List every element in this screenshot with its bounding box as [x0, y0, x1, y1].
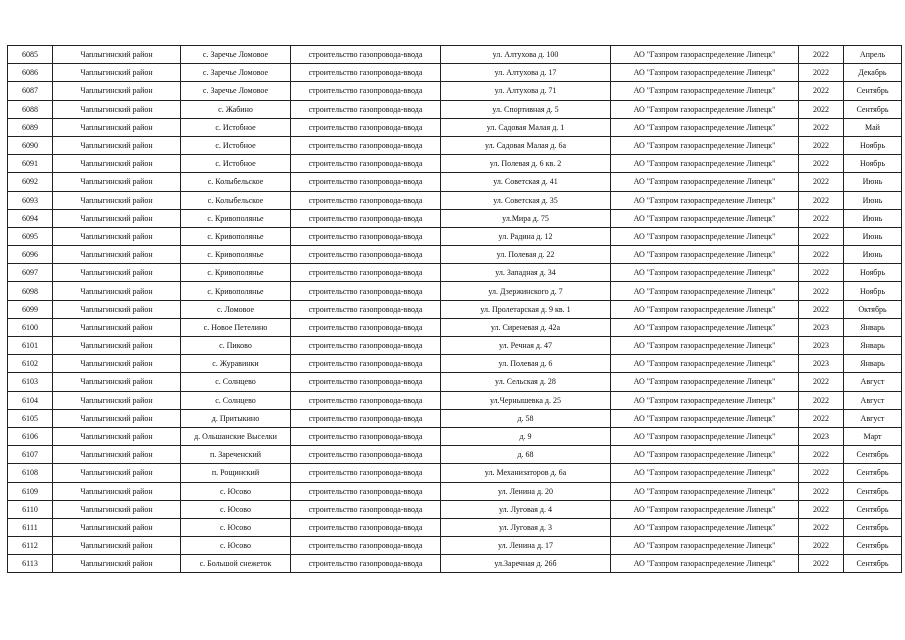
locality-cell: п. Рощинский: [181, 464, 291, 482]
row-number-cell: 6093: [8, 191, 53, 209]
table-row: [8, 264, 902, 282]
table-row: [8, 282, 902, 300]
address-cell: ул. Сельская д. 28: [441, 373, 611, 391]
year-cell: 2023: [799, 337, 844, 355]
table-row: [8, 46, 902, 64]
table-row: [8, 64, 902, 82]
district-cell: Чаплыгинский район: [53, 318, 181, 336]
row-number-cell: 6112: [8, 537, 53, 555]
row-number-cell: 6087: [8, 82, 53, 100]
organization-cell: АО "Газпром газораспределение Липецк": [611, 518, 799, 536]
work-type-cell: строительство газопровода-ввода: [291, 500, 441, 518]
month-cell: Июнь: [844, 173, 902, 191]
district-cell: Чаплыгинский район: [53, 446, 181, 464]
work-type-cell: строительство газопровода-ввода: [291, 446, 441, 464]
row-number-cell: 6096: [8, 246, 53, 264]
year-cell: 2022: [799, 500, 844, 518]
year-cell: 2022: [799, 555, 844, 573]
organization-cell: АО "Газпром газораспределение Липецк": [611, 155, 799, 173]
organization-cell: АО "Газпром газораспределение Липецк": [611, 446, 799, 464]
organization-cell: АО "Газпром газораспределение Липецк": [611, 173, 799, 191]
work-type-cell: строительство газопровода-ввода: [291, 464, 441, 482]
work-type-cell: строительство газопровода-ввода: [291, 246, 441, 264]
locality-cell: с. Кривополянье: [181, 209, 291, 227]
district-cell: Чаплыгинский район: [53, 191, 181, 209]
work-type-cell: строительство газопровода-ввода: [291, 227, 441, 245]
month-cell: Сентябрь: [844, 446, 902, 464]
work-type-cell: строительство газопровода-ввода: [291, 64, 441, 82]
address-cell: ул. Алтухова д. 100: [441, 46, 611, 64]
row-number-cell: 6088: [8, 100, 53, 118]
locality-cell: с. Ломовое: [181, 300, 291, 318]
row-number-cell: 6107: [8, 446, 53, 464]
locality-cell: с. Юсово: [181, 482, 291, 500]
organization-cell: АО "Газпром газораспределение Липецк": [611, 191, 799, 209]
table-row: [8, 300, 902, 318]
organization-cell: АО "Газпром газораспределение Липецк": [611, 82, 799, 100]
month-cell: Январь: [844, 337, 902, 355]
row-number-cell: 6090: [8, 136, 53, 154]
month-cell: Декабрь: [844, 64, 902, 82]
district-cell: Чаплыгинский район: [53, 337, 181, 355]
organization-cell: АО "Газпром газораспределение Липецк": [611, 227, 799, 245]
year-cell: 2022: [799, 300, 844, 318]
year-cell: 2022: [799, 46, 844, 64]
year-cell: 2022: [799, 282, 844, 300]
organization-cell: АО "Газпром газораспределение Липецк": [611, 136, 799, 154]
work-type-cell: строительство газопровода-ввода: [291, 391, 441, 409]
row-number-cell: 6101: [8, 337, 53, 355]
year-cell: 2022: [799, 136, 844, 154]
year-cell: 2022: [799, 209, 844, 227]
table-row: [8, 318, 902, 336]
year-cell: 2022: [799, 100, 844, 118]
table-row: [8, 173, 902, 191]
work-type-cell: строительство газопровода-ввода: [291, 191, 441, 209]
gas-connection-table: [7, 45, 902, 573]
address-cell: ул. Пролетарская д. 9 кв. 1: [441, 300, 611, 318]
row-number-cell: 6091: [8, 155, 53, 173]
district-cell: Чаплыгинский район: [53, 118, 181, 136]
locality-cell: с. Солнцево: [181, 391, 291, 409]
year-cell: 2022: [799, 227, 844, 245]
district-cell: Чаплыгинский район: [53, 391, 181, 409]
month-cell: Ноябрь: [844, 155, 902, 173]
address-cell: ул. Дзержинского д. 7: [441, 282, 611, 300]
work-type-cell: строительство газопровода-ввода: [291, 173, 441, 191]
work-type-cell: строительство газопровода-ввода: [291, 282, 441, 300]
locality-cell: с. Заречье Ломовое: [181, 82, 291, 100]
table-row: [8, 555, 902, 573]
row-number-cell: 6100: [8, 318, 53, 336]
district-cell: Чаплыгинский район: [53, 464, 181, 482]
table-row: [8, 518, 902, 536]
address-cell: ул. Полевая д. 6: [441, 355, 611, 373]
address-cell: ул. Западная д. 34: [441, 264, 611, 282]
month-cell: Июнь: [844, 209, 902, 227]
district-cell: Чаплыгинский район: [53, 246, 181, 264]
locality-cell: с. Истобное: [181, 118, 291, 136]
address-cell: ул. Речная д. 47: [441, 337, 611, 355]
address-cell: ул. Радина д. 12: [441, 227, 611, 245]
year-cell: 2022: [799, 264, 844, 282]
table-row: [8, 136, 902, 154]
address-cell: ул. Ленина д. 17: [441, 537, 611, 555]
table-row: [8, 464, 902, 482]
district-cell: Чаплыгинский район: [53, 209, 181, 227]
work-type-cell: строительство газопровода-ввода: [291, 518, 441, 536]
work-type-cell: строительство газопровода-ввода: [291, 118, 441, 136]
table-row: [8, 355, 902, 373]
work-type-cell: строительство газопровода-ввода: [291, 155, 441, 173]
district-cell: Чаплыгинский район: [53, 46, 181, 64]
month-cell: Март: [844, 427, 902, 445]
table-row: [8, 409, 902, 427]
year-cell: 2023: [799, 318, 844, 336]
organization-cell: АО "Газпром газораспределение Липецк": [611, 46, 799, 64]
address-cell: ул. Садовая Малая д. 6а: [441, 136, 611, 154]
table-row: [8, 155, 902, 173]
locality-cell: с. Заречье Ломовое: [181, 46, 291, 64]
district-cell: Чаплыгинский район: [53, 537, 181, 555]
organization-cell: АО "Газпром газораспределение Липецк": [611, 118, 799, 136]
address-cell: ул. Советская д. 35: [441, 191, 611, 209]
locality-cell: д. Притыкино: [181, 409, 291, 427]
district-cell: Чаплыгинский район: [53, 482, 181, 500]
table-row: [8, 118, 902, 136]
organization-cell: АО "Газпром газораспределение Липецк": [611, 409, 799, 427]
row-number-cell: 6113: [8, 555, 53, 573]
month-cell: Сентябрь: [844, 518, 902, 536]
work-type-cell: строительство газопровода-ввода: [291, 355, 441, 373]
month-cell: Август: [844, 373, 902, 391]
table-row: [8, 191, 902, 209]
address-cell: д. 68: [441, 446, 611, 464]
locality-cell: с. Кривополянье: [181, 227, 291, 245]
month-cell: Июнь: [844, 227, 902, 245]
month-cell: Июнь: [844, 246, 902, 264]
table-row: [8, 373, 902, 391]
row-number-cell: 6108: [8, 464, 53, 482]
organization-cell: АО "Газпром газораспределение Липецк": [611, 555, 799, 573]
organization-cell: АО "Газпром газораспределение Липецк": [611, 264, 799, 282]
row-number-cell: 6095: [8, 227, 53, 245]
row-number-cell: 6106: [8, 427, 53, 445]
address-cell: ул. Луговая д. 3: [441, 518, 611, 536]
district-cell: Чаплыгинский район: [53, 282, 181, 300]
table-row: [8, 446, 902, 464]
table-row: [8, 209, 902, 227]
organization-cell: АО "Газпром газораспределение Липецк": [611, 537, 799, 555]
organization-cell: АО "Газпром газораспределение Липецк": [611, 427, 799, 445]
month-cell: Октябрь: [844, 300, 902, 318]
row-number-cell: 6089: [8, 118, 53, 136]
address-cell: ул. Сиреневая д. 42а: [441, 318, 611, 336]
table-row: [8, 537, 902, 555]
organization-cell: АО "Газпром газораспределение Липецк": [611, 100, 799, 118]
organization-cell: АО "Газпром газораспределение Липецк": [611, 64, 799, 82]
organization-cell: АО "Газпром газораспределение Липецк": [611, 318, 799, 336]
address-cell: ул. Механизаторов д. 6а: [441, 464, 611, 482]
year-cell: 2022: [799, 464, 844, 482]
district-cell: Чаплыгинский район: [53, 155, 181, 173]
work-type-cell: строительство газопровода-ввода: [291, 409, 441, 427]
work-type-cell: строительство газопровода-ввода: [291, 264, 441, 282]
organization-cell: АО "Газпром газораспределение Липецк": [611, 282, 799, 300]
work-type-cell: строительство газопровода-ввода: [291, 136, 441, 154]
month-cell: Июнь: [844, 191, 902, 209]
address-cell: ул. Полевая д. 22: [441, 246, 611, 264]
address-cell: ул. Луговая д. 4: [441, 500, 611, 518]
row-number-cell: 6099: [8, 300, 53, 318]
locality-cell: с. Юсово: [181, 500, 291, 518]
district-cell: Чаплыгинский район: [53, 518, 181, 536]
district-cell: Чаплыгинский район: [53, 427, 181, 445]
address-cell: ул. Алтухова д. 17: [441, 64, 611, 82]
work-type-cell: строительство газопровода-ввода: [291, 82, 441, 100]
organization-cell: АО "Газпром газораспределение Липецк": [611, 464, 799, 482]
district-cell: Чаплыгинский район: [53, 82, 181, 100]
row-number-cell: 6094: [8, 209, 53, 227]
organization-cell: АО "Газпром газораспределение Липецк": [611, 355, 799, 373]
year-cell: 2022: [799, 173, 844, 191]
month-cell: Сентябрь: [844, 482, 902, 500]
month-cell: Сентябрь: [844, 537, 902, 555]
row-number-cell: 6085: [8, 46, 53, 64]
document-page: [7, 45, 889, 573]
year-cell: 2023: [799, 355, 844, 373]
district-cell: Чаплыгинский район: [53, 409, 181, 427]
district-cell: Чаплыгинский район: [53, 300, 181, 318]
table-row: [8, 246, 902, 264]
month-cell: Август: [844, 391, 902, 409]
table-row: [8, 82, 902, 100]
table-row: [8, 337, 902, 355]
work-type-cell: строительство газопровода-ввода: [291, 482, 441, 500]
year-cell: 2022: [799, 446, 844, 464]
month-cell: Ноябрь: [844, 136, 902, 154]
locality-cell: с. Кривополянье: [181, 282, 291, 300]
month-cell: Ноябрь: [844, 264, 902, 282]
organization-cell: АО "Газпром газораспределение Липецк": [611, 373, 799, 391]
work-type-cell: строительство газопровода-ввода: [291, 537, 441, 555]
work-type-cell: строительство газопровода-ввода: [291, 337, 441, 355]
work-type-cell: строительство газопровода-ввода: [291, 209, 441, 227]
month-cell: Январь: [844, 355, 902, 373]
row-number-cell: 6098: [8, 282, 53, 300]
table-row: [8, 391, 902, 409]
district-cell: Чаплыгинский район: [53, 100, 181, 118]
locality-cell: с. Истобное: [181, 155, 291, 173]
table-row: [8, 500, 902, 518]
locality-cell: с. Колыбельское: [181, 173, 291, 191]
table-row: [8, 482, 902, 500]
district-cell: Чаплыгинский район: [53, 136, 181, 154]
organization-cell: АО "Газпром газораспределение Липецк": [611, 482, 799, 500]
locality-cell: с. Кривополянье: [181, 246, 291, 264]
address-cell: д. 58: [441, 409, 611, 427]
month-cell: Сентябрь: [844, 82, 902, 100]
year-cell: 2022: [799, 191, 844, 209]
district-cell: Чаплыгинский район: [53, 355, 181, 373]
month-cell: Август: [844, 409, 902, 427]
year-cell: 2022: [799, 391, 844, 409]
year-cell: 2022: [799, 518, 844, 536]
work-type-cell: строительство газопровода-ввода: [291, 555, 441, 573]
locality-cell: с. Новое Петелино: [181, 318, 291, 336]
district-cell: Чаплыгинский район: [53, 500, 181, 518]
locality-cell: с. Солнцево: [181, 373, 291, 391]
work-type-cell: строительство газопровода-ввода: [291, 427, 441, 445]
year-cell: 2022: [799, 482, 844, 500]
locality-cell: с. Журавинки: [181, 355, 291, 373]
locality-cell: с. Истобное: [181, 136, 291, 154]
district-cell: Чаплыгинский район: [53, 373, 181, 391]
locality-cell: с. Юсово: [181, 518, 291, 536]
locality-cell: д. Ольшанские Выселки: [181, 427, 291, 445]
row-number-cell: 6086: [8, 64, 53, 82]
year-cell: 2022: [799, 118, 844, 136]
year-cell: 2023: [799, 427, 844, 445]
row-number-cell: 6102: [8, 355, 53, 373]
address-cell: ул. Полевая д. 6 кв. 2: [441, 155, 611, 173]
locality-cell: с. Юсово: [181, 537, 291, 555]
address-cell: ул.Мира д. 75: [441, 209, 611, 227]
address-cell: ул. Алтухова д. 71: [441, 82, 611, 100]
work-type-cell: строительство газопровода-ввода: [291, 100, 441, 118]
year-cell: 2022: [799, 373, 844, 391]
address-cell: ул. Спортивная д. 5: [441, 100, 611, 118]
organization-cell: АО "Газпром газораспределение Липецк": [611, 337, 799, 355]
district-cell: Чаплыгинский район: [53, 264, 181, 282]
work-type-cell: строительство газопровода-ввода: [291, 318, 441, 336]
table-row: [8, 227, 902, 245]
address-cell: ул. Садовая Малая д. 1: [441, 118, 611, 136]
row-number-cell: 6110: [8, 500, 53, 518]
month-cell: Январь: [844, 318, 902, 336]
address-cell: д. 9: [441, 427, 611, 445]
month-cell: Сентябрь: [844, 500, 902, 518]
district-cell: Чаплыгинский район: [53, 227, 181, 245]
locality-cell: п. Зареченский: [181, 446, 291, 464]
work-type-cell: строительство газопровода-ввода: [291, 373, 441, 391]
year-cell: 2022: [799, 155, 844, 173]
work-type-cell: строительство газопровода-ввода: [291, 300, 441, 318]
address-cell: ул.Чернышевка д. 25: [441, 391, 611, 409]
year-cell: 2022: [799, 82, 844, 100]
row-number-cell: 6109: [8, 482, 53, 500]
address-cell: ул.Заречная д. 26б: [441, 555, 611, 573]
work-type-cell: строительство газопровода-ввода: [291, 46, 441, 64]
row-number-cell: 6104: [8, 391, 53, 409]
district-cell: Чаплыгинский район: [53, 64, 181, 82]
year-cell: 2022: [799, 246, 844, 264]
locality-cell: с. Заречье Ломовое: [181, 64, 291, 82]
organization-cell: АО "Газпром газораспределение Липецк": [611, 391, 799, 409]
address-cell: ул. Ленина д. 20: [441, 482, 611, 500]
organization-cell: АО "Газпром газораспределение Липецк": [611, 300, 799, 318]
row-number-cell: 6105: [8, 409, 53, 427]
organization-cell: АО "Газпром газораспределение Липецк": [611, 209, 799, 227]
district-cell: Чаплыгинский район: [53, 555, 181, 573]
address-cell: ул. Советская д. 41: [441, 173, 611, 191]
row-number-cell: 6111: [8, 518, 53, 536]
district-cell: Чаплыгинский район: [53, 173, 181, 191]
row-number-cell: 6097: [8, 264, 53, 282]
year-cell: 2022: [799, 537, 844, 555]
table-row: [8, 100, 902, 118]
row-number-cell: 6103: [8, 373, 53, 391]
year-cell: 2022: [799, 64, 844, 82]
month-cell: Сентябрь: [844, 100, 902, 118]
table-row: [8, 427, 902, 445]
organization-cell: АО "Газпром газораспределение Липецк": [611, 246, 799, 264]
month-cell: Май: [844, 118, 902, 136]
locality-cell: с. Пиково: [181, 337, 291, 355]
month-cell: Сентябрь: [844, 555, 902, 573]
month-cell: Апрель: [844, 46, 902, 64]
table-body: [8, 46, 902, 573]
month-cell: Ноябрь: [844, 282, 902, 300]
locality-cell: с. Большой снежеток: [181, 555, 291, 573]
row-number-cell: 6092: [8, 173, 53, 191]
year-cell: 2022: [799, 409, 844, 427]
locality-cell: с. Кривополянье: [181, 264, 291, 282]
locality-cell: с. Колыбельское: [181, 191, 291, 209]
locality-cell: с. Жабино: [181, 100, 291, 118]
month-cell: Сентябрь: [844, 464, 902, 482]
organization-cell: АО "Газпром газораспределение Липецк": [611, 500, 799, 518]
